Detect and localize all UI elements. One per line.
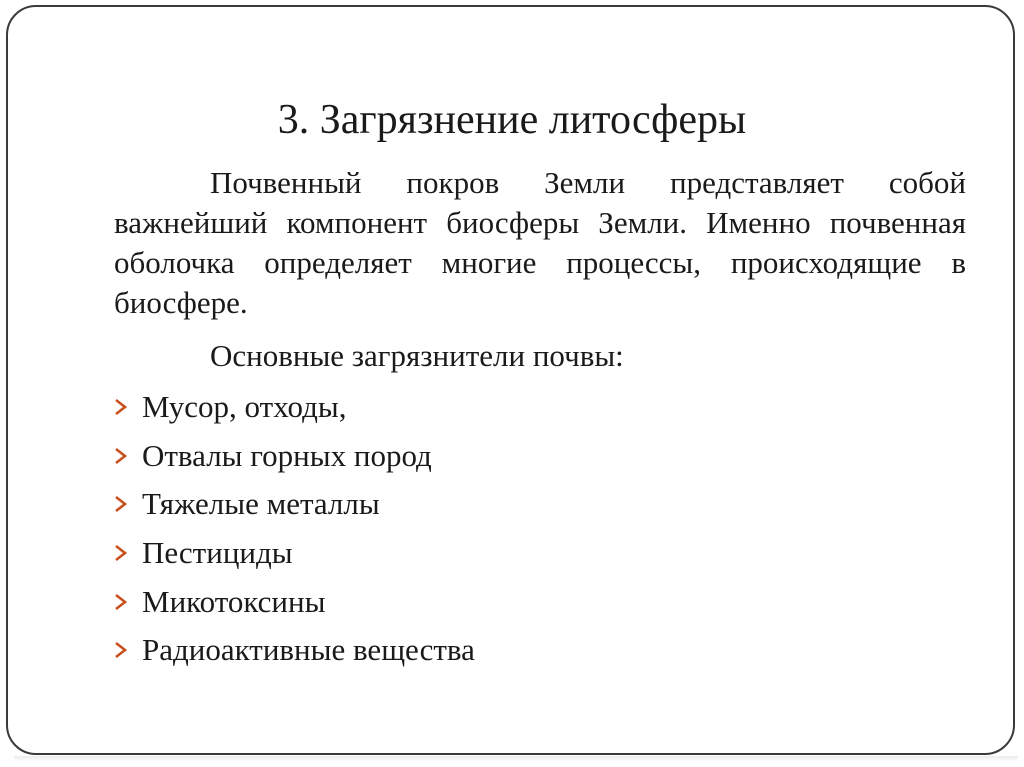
pollutants-heading: Основные загрязнители почвы: <box>210 338 624 373</box>
intro-paragraph: Почвенный покров Земли представляет собой важнейший компонент биосферы Земли. Именно почвенная оболочка определяет многие процессы, происходящие в биосфере. <box>114 165 966 320</box>
list-item <box>110 432 475 481</box>
chevron-right-icon <box>110 582 136 622</box>
chevron-right-icon <box>110 436 136 476</box>
chevron-right-icon <box>110 630 136 670</box>
pollutants-list <box>110 383 475 675</box>
list-item <box>110 383 475 432</box>
frame-shadow <box>14 756 1018 762</box>
list-item <box>110 529 475 578</box>
chevron-right-icon <box>110 484 136 524</box>
list-item-label: Радиоактивные вещества <box>142 632 475 668</box>
list-item <box>110 577 475 626</box>
list-item <box>110 480 475 529</box>
list-item <box>110 626 475 675</box>
list-item-label: Мусор, отходы, <box>142 389 347 425</box>
slide-title: 3. Загрязнение литосферы <box>277 97 747 143</box>
list-item-label: Отвалы горных пород <box>142 437 432 473</box>
chevron-right-icon <box>110 533 136 573</box>
list-item-label: Микотоксины <box>142 583 326 619</box>
list-item-label: Тяжелые металлы <box>142 486 380 522</box>
chevron-right-icon <box>110 387 136 427</box>
list-item-label: Пестициды <box>142 535 293 571</box>
